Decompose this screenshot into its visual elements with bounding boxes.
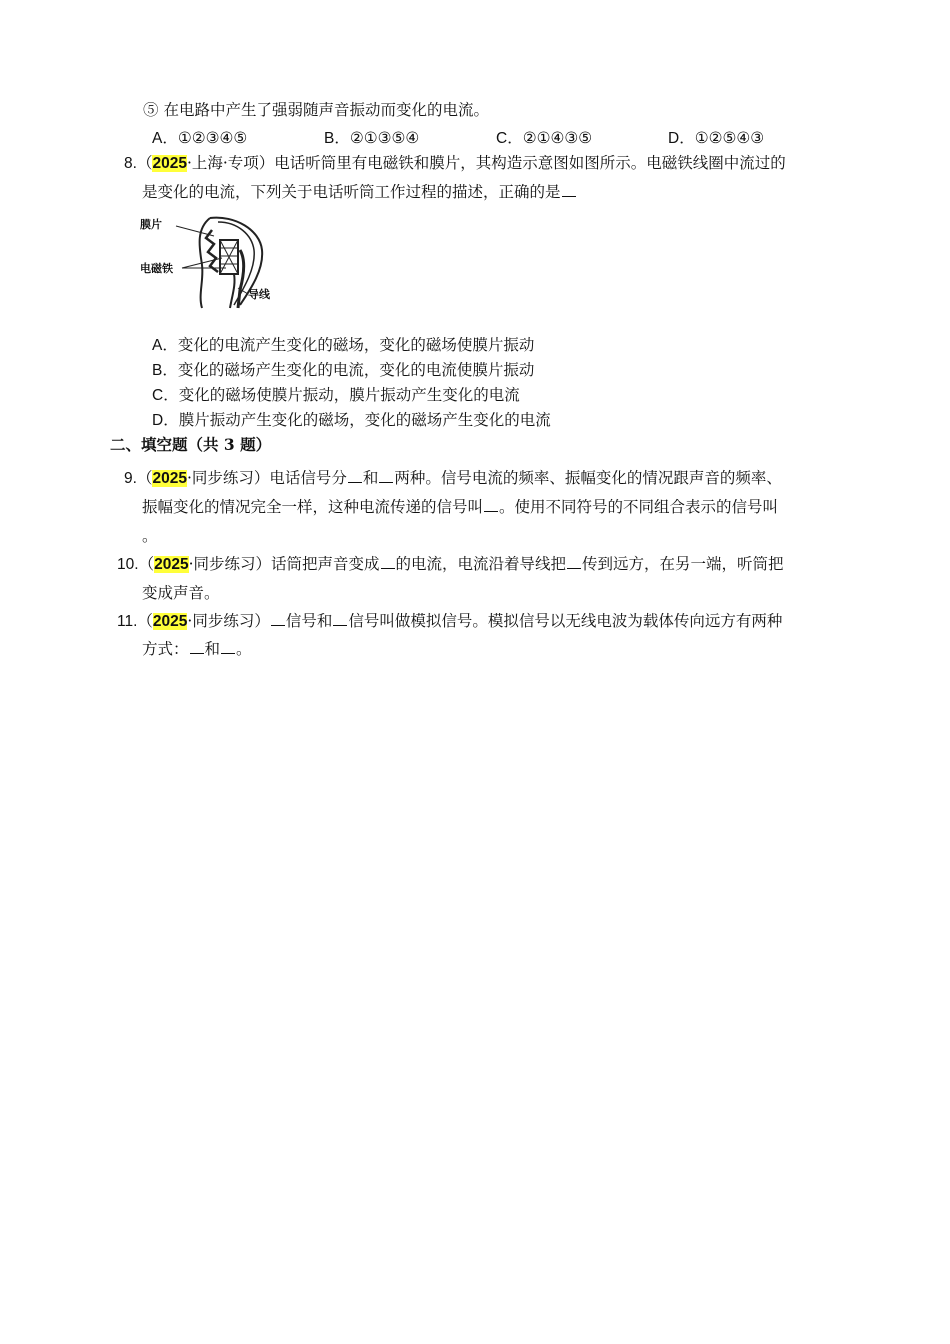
answer-blank[interactable] bbox=[379, 468, 393, 483]
answer-blank[interactable] bbox=[348, 468, 362, 483]
open-paren: （ bbox=[138, 555, 155, 573]
q8-line1 bbox=[124, 152, 786, 175]
answer-blank[interactable] bbox=[190, 639, 204, 654]
statement-5 bbox=[143, 99, 489, 121]
label-membrane: 膜片 bbox=[140, 218, 162, 231]
q8-option-c: C．变化的磁场使膜片振动，膜片振动产生变化的电流 bbox=[152, 386, 520, 404]
q7-option-a: A．①②③④⑤ bbox=[152, 129, 248, 147]
q8-option-b: B．变化的磁场产生变化的电流，变化的电流使膜片振动 bbox=[152, 361, 535, 379]
q7-option-b: B．②①③⑤④ bbox=[324, 129, 420, 147]
answer-blank[interactable] bbox=[562, 182, 576, 197]
q11-line2: 方式： 和 。 bbox=[142, 640, 252, 658]
q7-option-d: D．①②⑤④③ bbox=[668, 129, 765, 147]
q9-line1: 9.（2025·同步练习）电话信号分 和 两种。信号电流的频率、振幅变化的情况跟声音的频率、 bbox=[124, 469, 782, 487]
label-wire: 导线 bbox=[248, 288, 270, 301]
q9-year: 2025 bbox=[152, 470, 187, 487]
q10-source: ·同步练习） bbox=[188, 555, 271, 573]
q11-year: 2025 bbox=[152, 613, 188, 630]
answer-blank[interactable] bbox=[333, 611, 347, 626]
open-paren: （ bbox=[136, 469, 153, 487]
q8-text-2: 是变化的电流，下列关于电话听筒工作过程的描述，正确的是 bbox=[142, 183, 561, 201]
answer-blank[interactable] bbox=[381, 554, 395, 569]
q10-year: 2025 bbox=[154, 556, 189, 573]
q9-line2: 振幅变化的情况完全一样，这种电流传递的信号叫 。使用不同符号的不同组合表示的信号叫 bbox=[142, 498, 779, 516]
q8-option-d: D．膜片振动产生变化的磁场，变化的磁场产生变化的电流 bbox=[152, 411, 551, 429]
q8-option-a: A．变化的电流产生变化的磁场，变化的磁场使膜片振动 bbox=[152, 336, 535, 354]
answer-blank[interactable] bbox=[271, 611, 285, 626]
q8-year: 2025 bbox=[152, 155, 187, 172]
q11-line1: 11.（2025·同步练习） 信号和 信号叫做模拟信号。模拟信号以无线电波为载体传向远方有两种 bbox=[117, 612, 783, 630]
q8-source: ·上海·专项） bbox=[186, 154, 275, 172]
q9-source: ·同步练习） bbox=[186, 469, 270, 487]
answer-blank[interactable] bbox=[221, 639, 235, 654]
open-paren: （ bbox=[136, 154, 153, 172]
answer-blank[interactable] bbox=[484, 497, 498, 512]
q8-line2 bbox=[142, 181, 577, 203]
section-title: 二、填空题（共 3 题） bbox=[110, 435, 272, 454]
q9-line3: 。 bbox=[142, 527, 158, 545]
q11-source: ·同步练习） bbox=[187, 612, 270, 630]
label-electromagnet: 电磁铁 bbox=[140, 262, 173, 275]
q7-option-c: C．②①④③⑤ bbox=[496, 129, 593, 147]
q10-line2: 变成声音。 bbox=[142, 584, 220, 602]
q10-line1: 10.（2025·同步练习）话筒把声音变成 的电流，电流沿着导线把 传到远方，在另一端，听筒把 bbox=[117, 555, 784, 573]
open-paren: （ bbox=[137, 612, 153, 630]
circled-five-marker: ⑤ bbox=[143, 101, 159, 119]
q8-text-1: 电话听筒里有电磁铁和膜片，其构造示意图如图所示。电磁铁线圈中流过的 bbox=[274, 154, 786, 172]
statement-5-text: 在电路中产生了强弱随声音振动而变化的电流。 bbox=[163, 101, 489, 119]
answer-blank[interactable] bbox=[567, 554, 581, 569]
q11-number: 11. bbox=[117, 613, 138, 630]
telephone-receiver-figure bbox=[140, 210, 280, 310]
q8-number: 8. bbox=[124, 155, 137, 172]
q9-number: 9. bbox=[124, 470, 137, 487]
q10-number: 10. bbox=[117, 556, 139, 573]
